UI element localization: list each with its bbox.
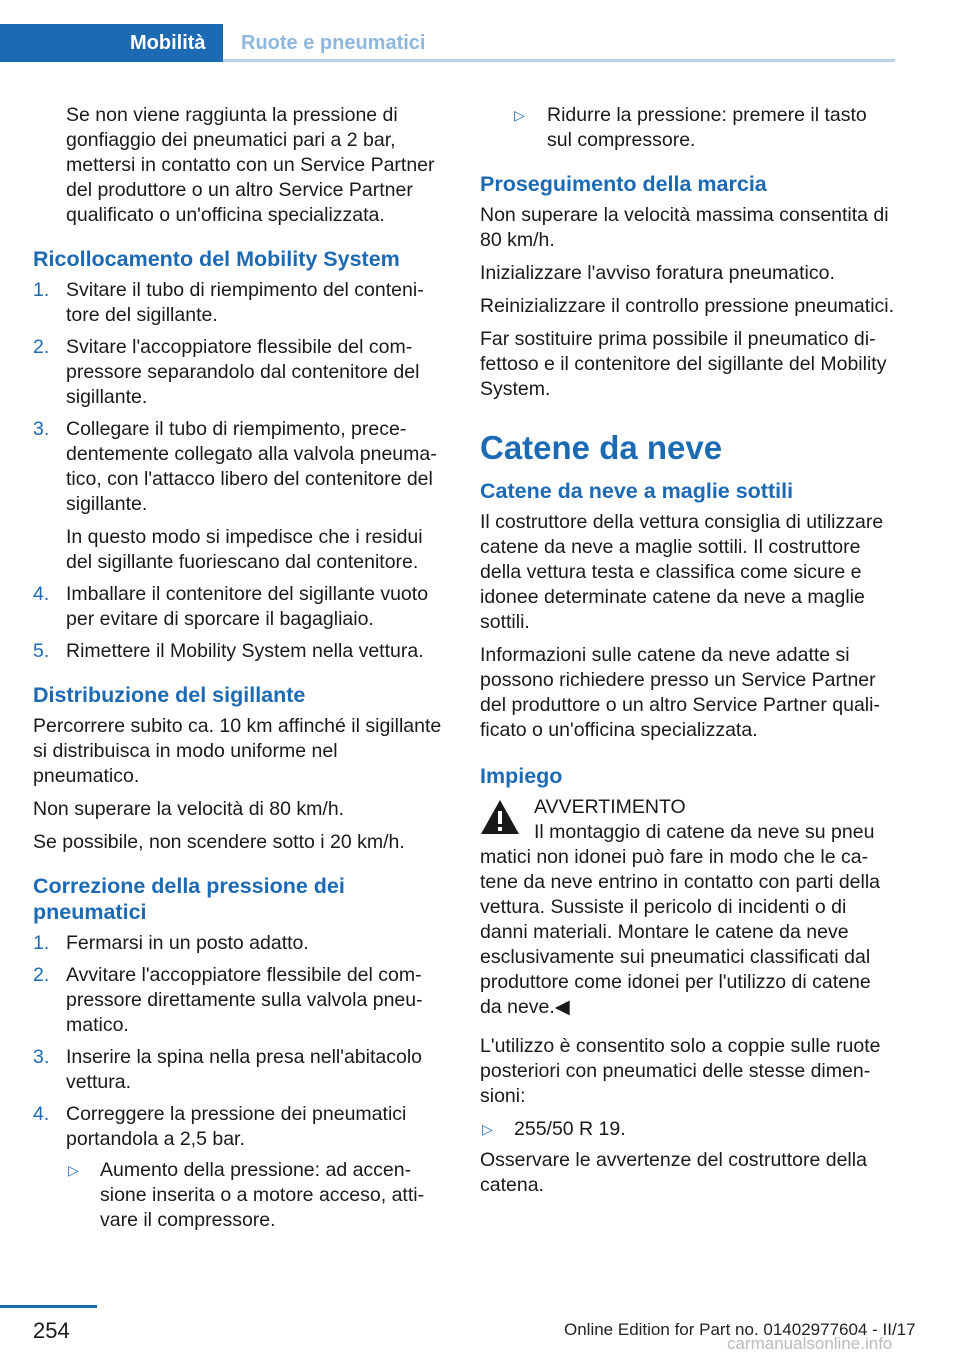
list-item	[33, 963, 448, 1038]
paragraph: Se possibile, non scendere sotto i 20 km/h.	[33, 831, 405, 853]
list-item	[33, 639, 448, 664]
warning-triangle-icon	[480, 799, 520, 835]
paragraph: Osservare le avvertenze del costruttore della catena.	[480, 1149, 867, 1196]
chapter-tab[interactable]	[0, 24, 223, 62]
step-number: 5.	[33, 640, 50, 662]
step-number: 3.	[33, 1046, 50, 1068]
footer-divider	[0, 1305, 97, 1308]
step-text: Fermarsi in un posto adatto.	[66, 932, 309, 954]
list-item	[33, 1045, 448, 1095]
bullet-triangle-icon: ▷	[514, 107, 525, 123]
step-text: Correggere la pressione dei pneumatici portandola a 2,5 bar.	[66, 1103, 407, 1150]
watermark: carmanualsonline.info	[727, 1334, 893, 1353]
paragraph: Percorrere subito ca. 10 km affinché il sigillante si distribuisca in modo uniforme nel pneumatico.	[33, 715, 442, 787]
left-column	[33, 103, 448, 1240]
step-text: Svitare il tubo di riempimento del contenitore del sigillante.	[66, 279, 424, 326]
list-item	[33, 931, 448, 956]
list-item	[33, 417, 448, 575]
heading-impiego: Impiego	[480, 764, 563, 788]
warning-text	[480, 820, 895, 1020]
step-number: 2.	[33, 336, 50, 358]
step-note: In questo modo si impedisce che i residui del sigillante fuoriescano dal contenitore.	[66, 526, 423, 573]
list-item	[33, 1102, 448, 1233]
bullet-triangle-icon: ▷	[68, 1162, 79, 1178]
step-text: Inserire la spina nella presa nell'abitacolo vettura.	[66, 1046, 423, 1093]
sub-list-item	[480, 103, 895, 153]
warning-title: AVVERTIMENTO	[534, 796, 686, 818]
heading-proseguimento: Proseguimento della marcia	[480, 172, 767, 196]
heading-correzione: Correzione della pressione dei pneumatici	[33, 874, 345, 924]
edition-label: Online Edition for Part no. 01402977604 - II/17	[564, 1320, 916, 1339]
sub-item-text: 255/50 R 19.	[514, 1118, 626, 1140]
sub-list	[480, 1117, 895, 1142]
steps-correzione	[33, 931, 448, 1233]
page-header	[0, 24, 895, 62]
step-number: 1.	[33, 279, 50, 301]
page-number: 254	[33, 1318, 70, 1343]
sub-list-item	[480, 1117, 895, 1142]
sub-item-text: Ridurre la pressione: premere il tasto sul compressore.	[547, 104, 867, 151]
chapter-tab-label: Mobilità	[130, 32, 206, 54]
step-number: 4.	[33, 1103, 50, 1125]
sub-list	[480, 103, 895, 153]
step-text: Collegare il tubo di riempimento, precedentemente collegato alla valvola pneumatico, con l'attacco libero del contenitore del sigillante.	[66, 418, 437, 515]
warning-block	[480, 795, 895, 1020]
step-number: 2.	[33, 964, 50, 986]
warning-continuation: matici non idonei può fare in modo che le catene da neve entrino in contatto con parti della vettura. Sussiste il pericolo di incidenti o di danni materiali. Montare le catene da neve esclusivamente sui pneumatici classificati dal produttore come idonei per l'utilizzo di catene da neve.◀	[480, 846, 881, 1018]
list-item	[33, 582, 448, 632]
paragraph: L'utilizzo è consentito solo a coppie sulle ruote posteriori con pneumatici delle stesse dimensioni:	[480, 1035, 881, 1107]
heading-catene: Catene da neve	[480, 429, 723, 466]
step-text: Svitare l'accoppiatore flessibile del compressore separandolo dal contenitore del sigillante.	[66, 336, 420, 408]
paragraph: Far sostituire prima possibile il pneumatico difettoso e il contenitore del sigillante del Mobility System.	[480, 328, 887, 400]
header-divider	[223, 59, 895, 62]
paragraph: Non superare la velocità massima consentita di 80 km/h.	[480, 204, 889, 251]
section-tab-label[interactable]: Ruote e pneumatici	[241, 32, 426, 54]
paragraph: Inizializzare l'avviso foratura pneumatico.	[480, 262, 835, 284]
step-number: 1.	[33, 932, 50, 954]
sub-item-text: Aumento della pressione: ad accensione inserita o a motore acceso, attivare il compressore.	[100, 1159, 425, 1231]
sub-list	[66, 1158, 448, 1233]
paragraph: Non superare la velocità di 80 km/h.	[33, 798, 345, 820]
paragraph: Il costruttore della vettura consiglia di utilizzare catene da neve a maglie sottili. Il costruttore della vettura testa e classifica come sicure e idonee determinate catene da neve a maglie sottili.	[480, 511, 884, 633]
steps-ricollocamento	[33, 278, 448, 664]
step-text: Rimettere il Mobility System nella vettura.	[66, 640, 424, 662]
heading-maglie: Catene da neve a maglie sottili	[480, 479, 794, 503]
warning-first-line: Il montaggio di catene da neve su pneu	[534, 821, 875, 843]
intro-paragraph: Se non viene raggiunta la pressione di gonfiaggio dei pneumatici pari a 2 bar, mettersi in contatto con un Service Partner del produttore o un altro Service Partner qualificato o un'officina specializzata.	[66, 104, 435, 226]
list-item	[33, 278, 448, 328]
bullet-triangle-icon: ▷	[482, 1121, 493, 1137]
step-number: 4.	[33, 583, 50, 605]
heading-ricollocamento: Ricollocamento del Mobility System	[33, 247, 400, 271]
heading-distribuzione: Distribuzione del sigillante	[33, 683, 306, 707]
step-number: 3.	[33, 418, 50, 440]
right-column	[480, 103, 895, 1206]
step-text: Avvitare l'accoppiatore flessibile del compressore direttamente sulla valvola pneumatico.	[66, 964, 423, 1036]
paragraph: Informazioni sulle catene da neve adatte si possono richiedere presso un Service Partner del produttore o un altro Service Partner qualificato o un'officina specializzata.	[480, 644, 880, 741]
sub-list-item	[66, 1158, 448, 1233]
list-item	[33, 335, 448, 410]
paragraph: Reinizializzare il controllo pressione pneumatici.	[480, 295, 895, 317]
step-text: Imballare il contenitore del sigillante vuoto per evitare di sporcare il bagagliaio.	[66, 583, 429, 630]
